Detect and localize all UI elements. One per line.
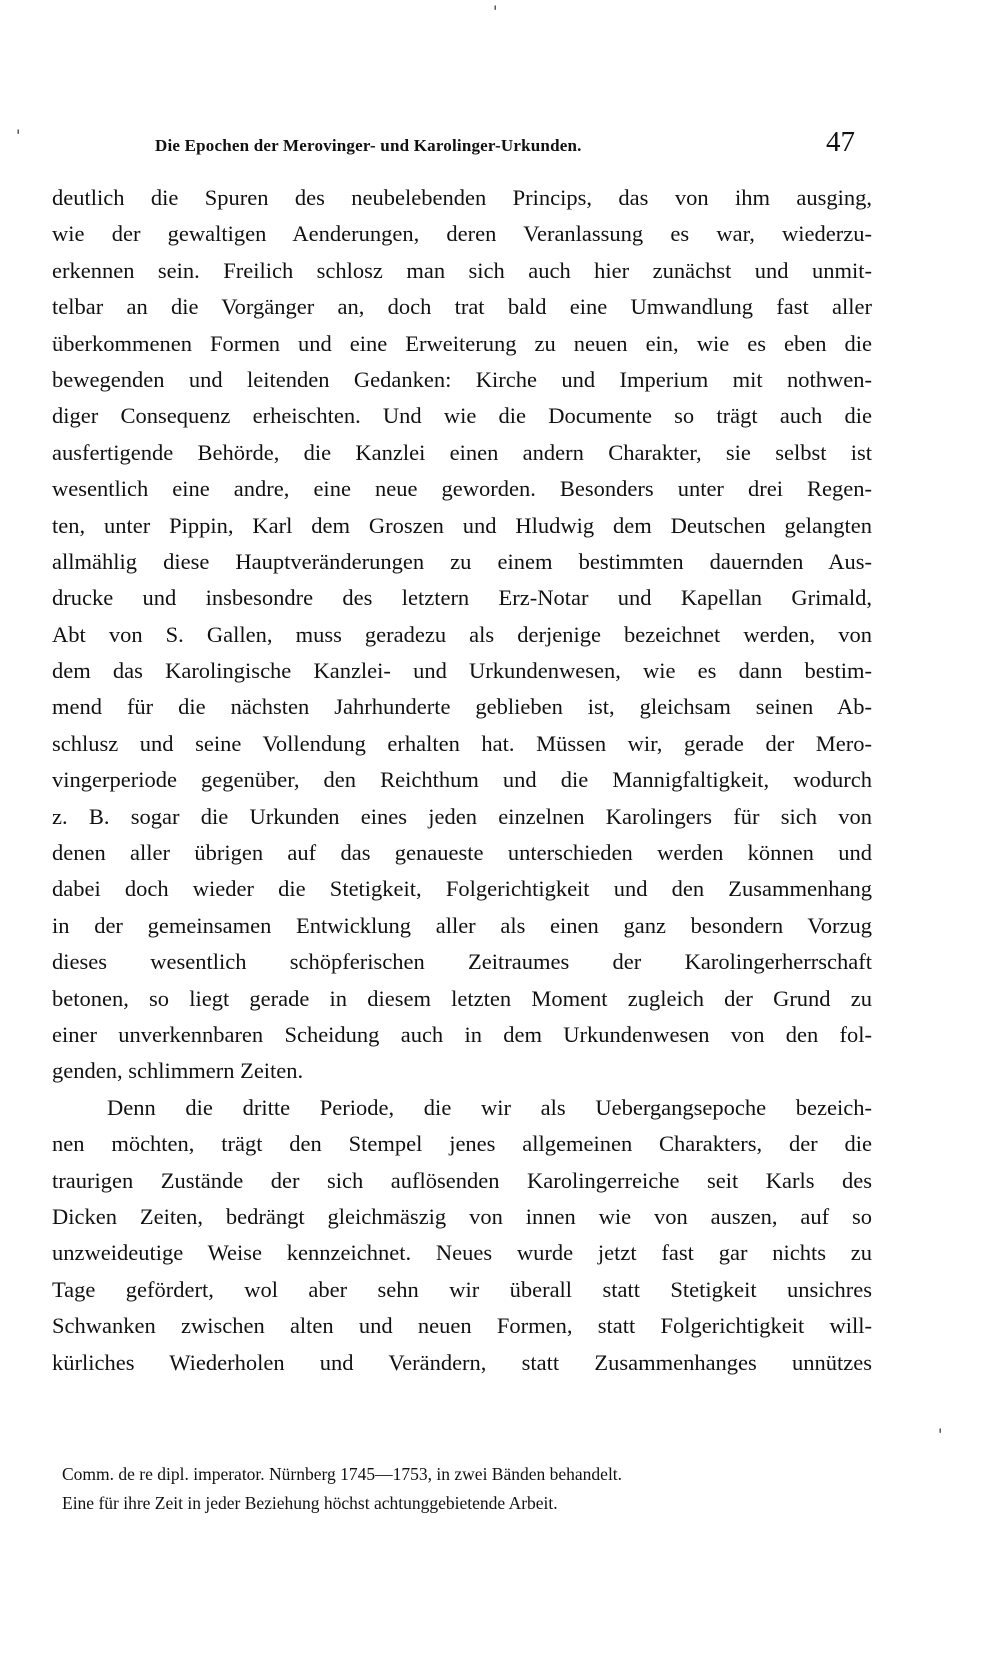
text-line: ten, unter Pippin, Karl dem Groszen und Hludwig dem Deutschen gelangten <box>52 512 872 538</box>
body-text <box>52 180 872 1381</box>
text-line: kürliches Wiederholen und Verändern, statt Zusammenhanges unnützes <box>52 1349 872 1375</box>
footnote-line: Eine für ihre Zeit in jeder Beziehung höchst achtunggebietende Arbeit. <box>62 1493 558 1513</box>
paragraph-first-line: Denn die dritte Periode, die wir als Uebergangsepoche bezeich- <box>107 1094 872 1120</box>
text-line: in der gemeinsamen Entwicklung aller als einen ganz besondern Vorzug <box>52 912 872 938</box>
text-line: wie der gewaltigen Aenderungen, deren Veranlassung es war, wiederzu- <box>52 221 872 247</box>
text-line: schlusz und seine Vollendung erhalten hat. Müssen wir, gerade der Mero- <box>52 730 872 756</box>
text-line: z. B. sogar die Urkunden eines jeden einzelnen Karolingers für sich von <box>52 803 872 829</box>
text-line: Abt von S. Gallen, muss geradezu als derjenige bezeichnet werden, von <box>52 621 872 647</box>
text-line: mend für die nächsten Jahrhunderte geblieben ist, gleichsam seinen Ab- <box>52 694 872 720</box>
text-line: dem das Karolingische Kanzlei- und Urkundenwesen, wie es dann bestim- <box>52 658 872 684</box>
text-line: traurigen Zustände der sich auflösenden Karolingerreiche seit Karls des <box>52 1167 872 1193</box>
paragraph-last-line: genden, schlimmern Zeiten. <box>52 1058 304 1084</box>
text-line: allmählig diese Hauptveränderungen zu einem bestimmten dauernden Aus- <box>52 548 872 574</box>
text-line: überkommenen Formen und eine Erweiterung zu neuen ein, wie es eben die <box>52 330 872 356</box>
text-line: Dicken Zeiten, bedrängt gleichmäszig von innen wie von auszen, auf so <box>52 1203 872 1229</box>
text-line: bewegenden und leitenden Gedanken: Kirche und Imperium mit nothwen- <box>52 366 872 392</box>
footnote-block <box>62 1460 872 1518</box>
text-line: erkennen sein. Freilich schlosz man sich auch hier zunächst und unmit- <box>52 257 872 283</box>
text-line: nen möchten, trägt den Stempel jenes allgemeinen Charakters, der die <box>52 1131 872 1157</box>
text-line: unzweideutige Weise kennzeichnet. Neues wurde jetzt fast gar nichts zu <box>52 1240 872 1266</box>
left-margin-mark: ' <box>16 126 21 145</box>
text-line: telbar an die Vorgänger an, doch trat bald eine Umwandlung fast aller <box>52 294 872 320</box>
text-line: dabei doch wieder die Stetigkeit, Folgerichtigkeit und den Zusammenhang <box>52 876 872 902</box>
text-line: betonen, so liegt gerade in diesem letzten Moment zugleich der Grund zu <box>52 985 872 1011</box>
page-number: 47 <box>826 126 855 158</box>
text-line: ausfertigende Behörde, die Kanzlei einen andern Charakter, sie selbst ist <box>52 439 872 465</box>
page-header <box>155 126 855 166</box>
text-line: diger Consequenz erheischten. Und wie die Documente so trägt auch die <box>52 403 872 429</box>
text-line: vingerperiode gegenüber, den Reichthum und die Mannigfaltigkeit, wodurch <box>52 767 872 793</box>
text-line: Tage gefördert, wol aber sehn wir überall statt Stetigkeit unsichres <box>52 1276 872 1302</box>
text-line: dieses wesentlich schöpferischen Zeitraumes der Karolingerherrschaft <box>52 949 872 975</box>
text-line: wesentlich eine andre, eine neue geworden. Besonders unter drei Regen- <box>52 476 872 502</box>
footnote-line: Comm. de re dipl. imperator. Nürnberg 1745—1753, in zwei Bänden behandelt. <box>62 1464 623 1484</box>
text-line: einer unverkennbaren Scheidung auch in dem Urkundenwesen von den fol- <box>52 1021 872 1047</box>
right-margin-mark: ' <box>938 1425 943 1444</box>
top-margin-mark: ' <box>493 2 498 21</box>
text-line: denen aller übrigen auf das genaueste unterschieden werden können und <box>52 840 872 866</box>
running-head: Die Epochen der Merovinger- und Karolinger-Urkunden. <box>155 136 582 155</box>
text-line: Schwanken zwischen alten und neuen Formen, statt Folgerichtigkeit will- <box>52 1313 872 1339</box>
text-line: deutlich die Spuren des neubelebenden Princips, das von ihm ausging, <box>52 185 872 210</box>
text-line: drucke und insbesondre des letztern Erz-Notar und Kapellan Grimald, <box>52 585 872 611</box>
